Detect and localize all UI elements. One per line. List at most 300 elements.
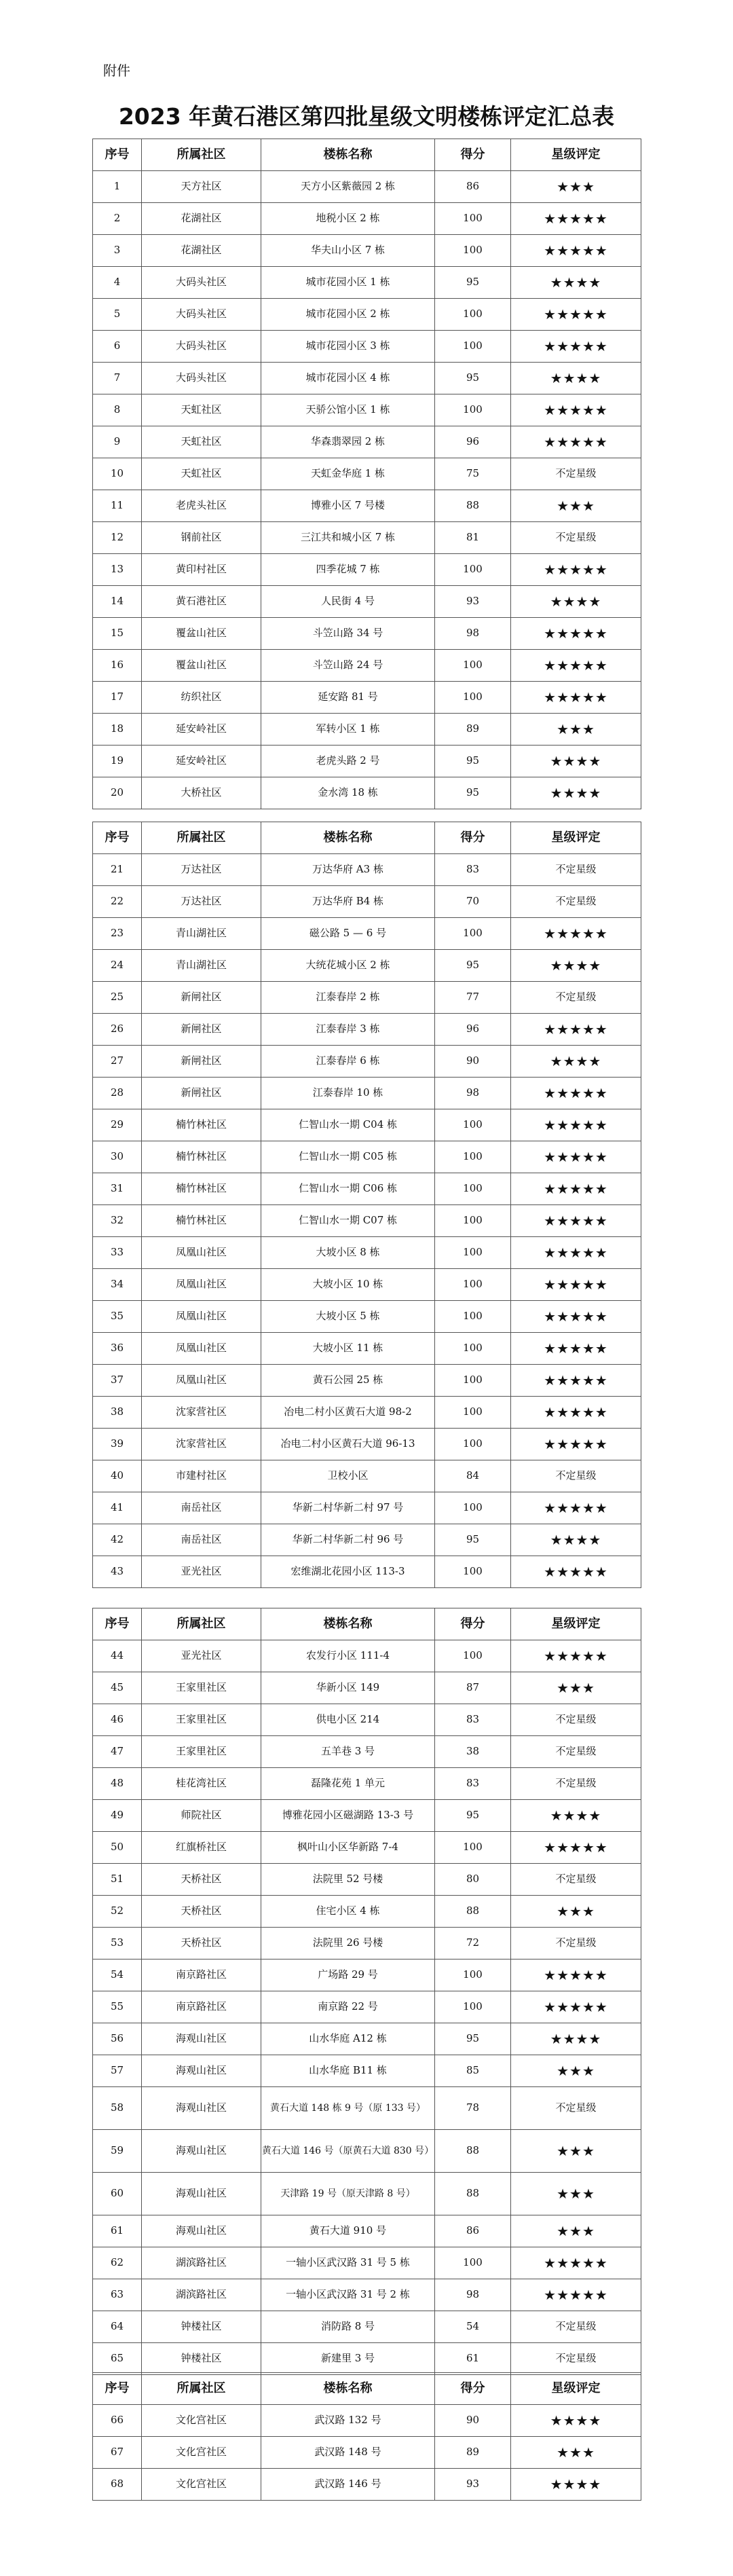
cell-rating: ★★★★★ — [511, 1173, 641, 1205]
cell-building: 黄石公园 25 栋 — [261, 1365, 435, 1397]
cell-rating: ★★★ — [511, 490, 641, 522]
cell-score: 100 — [435, 1301, 511, 1333]
cell-rating: ★★★★ — [511, 1524, 641, 1556]
cell-community: 海观山社区 — [142, 2173, 261, 2215]
cell-building: 老虎头路 2 号 — [261, 746, 435, 777]
table-row — [93, 1397, 641, 1429]
cell-score: 100 — [435, 1333, 511, 1365]
cell-building: 住宅小区 4 栋 — [261, 1896, 435, 1928]
cell-community: 凤凰山社区 — [142, 1269, 261, 1301]
cell-rating: 不定星级 — [511, 2087, 641, 2130]
cell-community: 桂花湾社区 — [142, 1768, 261, 1800]
cell-building: 法院里 52 号楼 — [261, 1864, 435, 1896]
cell-building: 大统花城小区 2 栋 — [261, 950, 435, 982]
cell-no: 4 — [93, 267, 142, 299]
summary-table — [92, 1608, 641, 2375]
cell-no: 10 — [93, 458, 142, 490]
cell-score: 100 — [435, 2247, 511, 2279]
column-header-community: 所属社区 — [142, 822, 261, 854]
cell-building: 华夫山小区 7 栋 — [261, 235, 435, 267]
cell-rating: ★★★★★ — [511, 1301, 641, 1333]
cell-rating: ★★★★★ — [511, 235, 641, 267]
table-row — [93, 1078, 641, 1109]
table-row — [93, 1864, 641, 1896]
cell-community: 万达社区 — [142, 854, 261, 886]
cell-building: 大坡小区 8 栋 — [261, 1237, 435, 1269]
cell-rating: 不定星级 — [511, 522, 641, 554]
column-header-no: 序号 — [93, 1608, 142, 1640]
cell-rating: 不定星级 — [511, 1460, 641, 1492]
cell-score: 95 — [435, 1524, 511, 1556]
cell-no: 3 — [93, 235, 142, 267]
cell-building: 万达华府 A3 栋 — [261, 854, 435, 886]
header-row — [93, 2373, 641, 2405]
table-row — [93, 1205, 641, 1237]
cell-building: 武汉路 132 号 — [261, 2405, 435, 2437]
cell-score: 100 — [435, 1109, 511, 1141]
cell-building: 卫校小区 — [261, 1460, 435, 1492]
cell-community: 王家里社区 — [142, 1672, 261, 1704]
cell-rating: ★★★★★ — [511, 1429, 641, 1460]
cell-no: 55 — [93, 1991, 142, 2023]
cell-community: 楠竹林社区 — [142, 1109, 261, 1141]
cell-community: 天桥社区 — [142, 1928, 261, 1959]
cell-community: 凤凰山社区 — [142, 1301, 261, 1333]
cell-community: 红旗桥社区 — [142, 1832, 261, 1864]
cell-no: 39 — [93, 1429, 142, 1460]
cell-no: 9 — [93, 426, 142, 458]
cell-community: 天方社区 — [142, 171, 261, 203]
cell-no: 5 — [93, 299, 142, 331]
cell-community: 亚光社区 — [142, 1556, 261, 1588]
cell-building: 延安路 81 号 — [261, 682, 435, 714]
table-row — [93, 1959, 641, 1991]
cell-no: 60 — [93, 2173, 142, 2215]
cell-score: 88 — [435, 1896, 511, 1928]
cell-score: 98 — [435, 2279, 511, 2311]
cell-rating: ★★★ — [511, 2215, 641, 2247]
cell-score: 87 — [435, 1672, 511, 1704]
cell-building: 四季花城 7 栋 — [261, 554, 435, 586]
cell-community: 文化宫社区 — [142, 2469, 261, 2501]
cell-rating: ★★★ — [511, 714, 641, 746]
summary-table — [92, 822, 641, 1588]
cell-rating: 不定星级 — [511, 982, 641, 1014]
cell-score: 95 — [435, 746, 511, 777]
cell-building: 五羊巷 3 号 — [261, 1736, 435, 1768]
cell-no: 61 — [93, 2215, 142, 2247]
cell-community: 钟楼社区 — [142, 2343, 261, 2375]
cell-score: 81 — [435, 522, 511, 554]
cell-no: 48 — [93, 1768, 142, 1800]
cell-no: 31 — [93, 1173, 142, 1205]
cell-score: 100 — [435, 918, 511, 950]
cell-community: 大码头社区 — [142, 363, 261, 394]
cell-no: 27 — [93, 1046, 142, 1078]
cell-community: 凤凰山社区 — [142, 1237, 261, 1269]
column-header-community: 所属社区 — [142, 139, 261, 171]
table-row — [93, 1991, 641, 2023]
cell-community: 新闸社区 — [142, 1014, 261, 1046]
cell-score: 95 — [435, 267, 511, 299]
cell-score: 95 — [435, 363, 511, 394]
cell-no: 47 — [93, 1736, 142, 1768]
cell-no: 36 — [93, 1333, 142, 1365]
cell-community: 花湖社区 — [142, 235, 261, 267]
cell-building: 大坡小区 10 栋 — [261, 1269, 435, 1301]
cell-building: 华新小区 149 — [261, 1672, 435, 1704]
cell-rating: 不定星级 — [511, 1768, 641, 1800]
cell-score: 83 — [435, 1768, 511, 1800]
cell-no: 11 — [93, 490, 142, 522]
table-row — [93, 267, 641, 299]
cell-building: 地税小区 2 栋 — [261, 203, 435, 235]
cell-building: 斗笠山路 24 号 — [261, 650, 435, 682]
cell-score: 100 — [435, 1556, 511, 1588]
cell-rating: ★★★★ — [511, 2023, 641, 2055]
table-row — [93, 2469, 641, 2501]
cell-rating: ★★★★★ — [511, 1109, 641, 1141]
cell-score: 100 — [435, 331, 511, 363]
cell-building: 武汉路 146 号 — [261, 2469, 435, 2501]
cell-building: 黄石大道 146 号（原黄石大道 830 号） — [261, 2130, 435, 2173]
cell-rating: ★★★★★ — [511, 918, 641, 950]
cell-no: 26 — [93, 1014, 142, 1046]
cell-score: 100 — [435, 682, 511, 714]
cell-no: 23 — [93, 918, 142, 950]
cell-building: 博雅小区 7 号楼 — [261, 490, 435, 522]
cell-rating: ★★★★ — [511, 950, 641, 982]
cell-no: 21 — [93, 854, 142, 886]
cell-rating: 不定星级 — [511, 2343, 641, 2375]
cell-score: 96 — [435, 1014, 511, 1046]
cell-rating: ★★★★ — [511, 2469, 641, 2501]
cell-building: 一轴小区武汉路 31 号 2 栋 — [261, 2279, 435, 2311]
table-row — [93, 1269, 641, 1301]
cell-building: 新建里 3 号 — [261, 2343, 435, 2375]
cell-building: 大坡小区 5 栋 — [261, 1301, 435, 1333]
cell-building: 仁智山水一期 C06 栋 — [261, 1173, 435, 1205]
cell-score: 100 — [435, 1640, 511, 1672]
cell-no: 57 — [93, 2055, 142, 2087]
cell-community: 王家里社区 — [142, 1704, 261, 1736]
cell-score: 100 — [435, 299, 511, 331]
cell-rating: ★★★★★ — [511, 1556, 641, 1588]
cell-no: 34 — [93, 1269, 142, 1301]
cell-building: 山水华庭 B11 栋 — [261, 2055, 435, 2087]
cell-no: 8 — [93, 394, 142, 426]
cell-score: 85 — [435, 2055, 511, 2087]
cell-community: 钟楼社区 — [142, 2311, 261, 2343]
table-row — [93, 235, 641, 267]
cell-community: 天虹社区 — [142, 394, 261, 426]
cell-rating: ★★★★★ — [511, 1269, 641, 1301]
cell-community: 延安岭社区 — [142, 714, 261, 746]
cell-score: 100 — [435, 1173, 511, 1205]
cell-community: 黄石港社区 — [142, 586, 261, 618]
table-row — [93, 2055, 641, 2087]
cell-community: 海观山社区 — [142, 2087, 261, 2130]
column-header-score: 得分 — [435, 139, 511, 171]
cell-no: 29 — [93, 1109, 142, 1141]
cell-community: 大桥社区 — [142, 777, 261, 809]
cell-score: 86 — [435, 171, 511, 203]
cell-community: 楠竹林社区 — [142, 1141, 261, 1173]
cell-building: 仁智山水一期 C05 栋 — [261, 1141, 435, 1173]
cell-no: 50 — [93, 1832, 142, 1864]
cell-score: 88 — [435, 2130, 511, 2173]
cell-no: 13 — [93, 554, 142, 586]
cell-building: 江泰春岸 3 栋 — [261, 1014, 435, 1046]
cell-no: 7 — [93, 363, 142, 394]
cell-building: 枫叶山小区华新路 7-4 — [261, 1832, 435, 1864]
cell-building: 供电小区 214 — [261, 1704, 435, 1736]
cell-rating: ★★★ — [511, 1672, 641, 1704]
table-row — [93, 1365, 641, 1397]
cell-building: 法院里 26 号楼 — [261, 1928, 435, 1959]
attachment-label: 附件 — [103, 62, 130, 79]
cell-community: 大码头社区 — [142, 331, 261, 363]
cell-building: 磊隆花苑 1 单元 — [261, 1768, 435, 1800]
cell-no: 19 — [93, 746, 142, 777]
cell-community: 海观山社区 — [142, 2130, 261, 2173]
cell-rating: ★★★★★ — [511, 682, 641, 714]
table-row — [93, 886, 641, 918]
summary-table — [92, 2372, 641, 2501]
cell-score: 88 — [435, 2173, 511, 2215]
cell-no: 41 — [93, 1492, 142, 1524]
table-row — [93, 982, 641, 1014]
table-row — [93, 1800, 641, 1832]
cell-score: 100 — [435, 1492, 511, 1524]
cell-community: 凤凰山社区 — [142, 1365, 261, 1397]
cell-score: 100 — [435, 1959, 511, 1991]
table-row — [93, 2173, 641, 2215]
cell-building: 冶电二村小区黄石大道 96-13 — [261, 1429, 435, 1460]
cell-community: 覆盆山社区 — [142, 650, 261, 682]
cell-rating: ★★★ — [511, 171, 641, 203]
cell-rating: ★★★★ — [511, 777, 641, 809]
column-header-building: 楼栋名称 — [261, 139, 435, 171]
table-row — [93, 299, 641, 331]
cell-building: 农发行小区 111-4 — [261, 1640, 435, 1672]
cell-community: 沈家营社区 — [142, 1397, 261, 1429]
cell-no: 53 — [93, 1928, 142, 1959]
cell-score: 93 — [435, 586, 511, 618]
cell-building: 人民街 4 号 — [261, 586, 435, 618]
cell-score: 86 — [435, 2215, 511, 2247]
cell-no: 18 — [93, 714, 142, 746]
cell-building: 江泰春岸 6 栋 — [261, 1046, 435, 1078]
cell-no: 28 — [93, 1078, 142, 1109]
cell-score: 100 — [435, 1397, 511, 1429]
table-row — [93, 458, 641, 490]
cell-no: 17 — [93, 682, 142, 714]
table-row — [93, 1429, 641, 1460]
cell-building: 仁智山水一期 C07 栋 — [261, 1205, 435, 1237]
cell-rating: ★★★ — [511, 2173, 641, 2215]
table-row — [93, 2130, 641, 2173]
cell-rating: ★★★★ — [511, 2405, 641, 2437]
table-row — [93, 1046, 641, 1078]
table-row — [93, 714, 641, 746]
cell-score: 95 — [435, 2023, 511, 2055]
table-row — [93, 1736, 641, 1768]
table-row — [93, 1896, 641, 1928]
cell-no: 38 — [93, 1397, 142, 1429]
cell-no: 49 — [93, 1800, 142, 1832]
cell-score: 38 — [435, 1736, 511, 1768]
column-header-rating: 星级评定 — [511, 139, 641, 171]
column-header-rating: 星级评定 — [511, 822, 641, 854]
cell-score: 95 — [435, 950, 511, 982]
column-header-building: 楼栋名称 — [261, 2373, 435, 2405]
cell-building: 城市花园小区 1 栋 — [261, 267, 435, 299]
cell-building: 城市花园小区 4 栋 — [261, 363, 435, 394]
cell-rating: 不定星级 — [511, 1928, 641, 1959]
cell-rating: ★★★★★ — [511, 1397, 641, 1429]
cell-building: 江泰春岸 2 栋 — [261, 982, 435, 1014]
cell-community: 天桥社区 — [142, 1896, 261, 1928]
column-header-no: 序号 — [93, 2373, 142, 2405]
cell-community: 纺织社区 — [142, 682, 261, 714]
cell-no: 46 — [93, 1704, 142, 1736]
cell-building: 博雅花园小区磁湖路 13-3 号 — [261, 1800, 435, 1832]
cell-score: 100 — [435, 235, 511, 267]
cell-community: 市建村社区 — [142, 1460, 261, 1492]
cell-rating: ★★★★★ — [511, 1365, 641, 1397]
cell-rating: ★★★★★ — [511, 1205, 641, 1237]
cell-community: 文化宫社区 — [142, 2405, 261, 2437]
cell-rating: ★★★★ — [511, 1800, 641, 1832]
cell-community: 万达社区 — [142, 886, 261, 918]
table-row — [93, 1672, 641, 1704]
column-header-rating: 星级评定 — [511, 1608, 641, 1640]
cell-rating: 不定星级 — [511, 2311, 641, 2343]
cell-community: 花湖社区 — [142, 203, 261, 235]
cell-community: 文化宫社区 — [142, 2437, 261, 2469]
header-row — [93, 1608, 641, 1640]
table-row — [93, 1333, 641, 1365]
cell-building: 万达华府 B4 栋 — [261, 886, 435, 918]
cell-score: 80 — [435, 1864, 511, 1896]
cell-no: 52 — [93, 1896, 142, 1928]
cell-building: 一轴小区武汉路 31 号 5 栋 — [261, 2247, 435, 2279]
cell-rating: ★★★★★ — [511, 1014, 641, 1046]
cell-rating: ★★★★★ — [511, 299, 641, 331]
cell-no: 58 — [93, 2087, 142, 2130]
cell-community: 南岳社区 — [142, 1524, 261, 1556]
cell-rating: ★★★★★ — [511, 1333, 641, 1365]
cell-rating: ★★★★★ — [511, 1492, 641, 1524]
cell-score: 61 — [435, 2343, 511, 2375]
cell-building: 大坡小区 11 栋 — [261, 1333, 435, 1365]
cell-rating: ★★★★★ — [511, 1991, 641, 2023]
table-row — [93, 618, 641, 650]
cell-score: 93 — [435, 2469, 511, 2501]
table-row — [93, 171, 641, 203]
cell-score: 100 — [435, 1365, 511, 1397]
table-row — [93, 854, 641, 886]
table-row — [93, 2311, 641, 2343]
cell-no: 32 — [93, 1205, 142, 1237]
cell-no: 68 — [93, 2469, 142, 2501]
cell-community: 海观山社区 — [142, 2023, 261, 2055]
table-row — [93, 1640, 641, 1672]
cell-community: 新闸社区 — [142, 1046, 261, 1078]
table-row — [93, 650, 641, 682]
table-row — [93, 2437, 641, 2469]
cell-rating: ★★★★★ — [511, 1078, 641, 1109]
cell-building: 军转小区 1 栋 — [261, 714, 435, 746]
cell-no: 20 — [93, 777, 142, 809]
cell-no: 44 — [93, 1640, 142, 1672]
cell-rating: ★★★★★ — [511, 1959, 641, 1991]
cell-rating: ★★★★★ — [511, 618, 641, 650]
cell-no: 30 — [93, 1141, 142, 1173]
cell-score: 89 — [435, 2437, 511, 2469]
cell-building: 华森翡翠园 2 栋 — [261, 426, 435, 458]
cell-score: 72 — [435, 1928, 511, 1959]
cell-building: 城市花园小区 2 栋 — [261, 299, 435, 331]
cell-community: 老虎头社区 — [142, 490, 261, 522]
cell-no: 22 — [93, 886, 142, 918]
cell-rating: 不定星级 — [511, 1736, 641, 1768]
cell-community: 师院社区 — [142, 1800, 261, 1832]
table-row — [93, 2405, 641, 2437]
cell-community: 大码头社区 — [142, 267, 261, 299]
table-row — [93, 1301, 641, 1333]
header-row — [93, 822, 641, 854]
cell-community: 天虹社区 — [142, 458, 261, 490]
cell-community: 黄印村社区 — [142, 554, 261, 586]
cell-score: 89 — [435, 714, 511, 746]
cell-score: 100 — [435, 203, 511, 235]
cell-score: 78 — [435, 2087, 511, 2130]
cell-no: 42 — [93, 1524, 142, 1556]
cell-community: 青山湖社区 — [142, 918, 261, 950]
cell-score: 100 — [435, 1205, 511, 1237]
cell-rating: ★★★★★ — [511, 1141, 641, 1173]
cell-building: 消防路 8 号 — [261, 2311, 435, 2343]
table-row — [93, 426, 641, 458]
column-header-community: 所属社区 — [142, 2373, 261, 2405]
cell-no: 35 — [93, 1301, 142, 1333]
table-row — [93, 682, 641, 714]
cell-rating: ★★★ — [511, 2130, 641, 2173]
cell-rating: ★★★ — [511, 2055, 641, 2087]
cell-community: 延安岭社区 — [142, 746, 261, 777]
cell-community: 亚光社区 — [142, 1640, 261, 1672]
cell-score: 96 — [435, 426, 511, 458]
table-row — [93, 1556, 641, 1588]
cell-rating: 不定星级 — [511, 854, 641, 886]
table-row — [93, 490, 641, 522]
column-header-score: 得分 — [435, 2373, 511, 2405]
cell-score: 98 — [435, 1078, 511, 1109]
table-row — [93, 1928, 641, 1959]
table-row — [93, 1768, 641, 1800]
table-row — [93, 1832, 641, 1864]
cell-score: 100 — [435, 1832, 511, 1864]
cell-community: 湖滨路社区 — [142, 2279, 261, 2311]
cell-building: 仁智山水一期 C04 栋 — [261, 1109, 435, 1141]
cell-community: 楠竹林社区 — [142, 1173, 261, 1205]
cell-score: 75 — [435, 458, 511, 490]
cell-community: 凤凰山社区 — [142, 1333, 261, 1365]
cell-building: 宏维湖北花园小区 113-3 — [261, 1556, 435, 1588]
cell-score: 98 — [435, 618, 511, 650]
